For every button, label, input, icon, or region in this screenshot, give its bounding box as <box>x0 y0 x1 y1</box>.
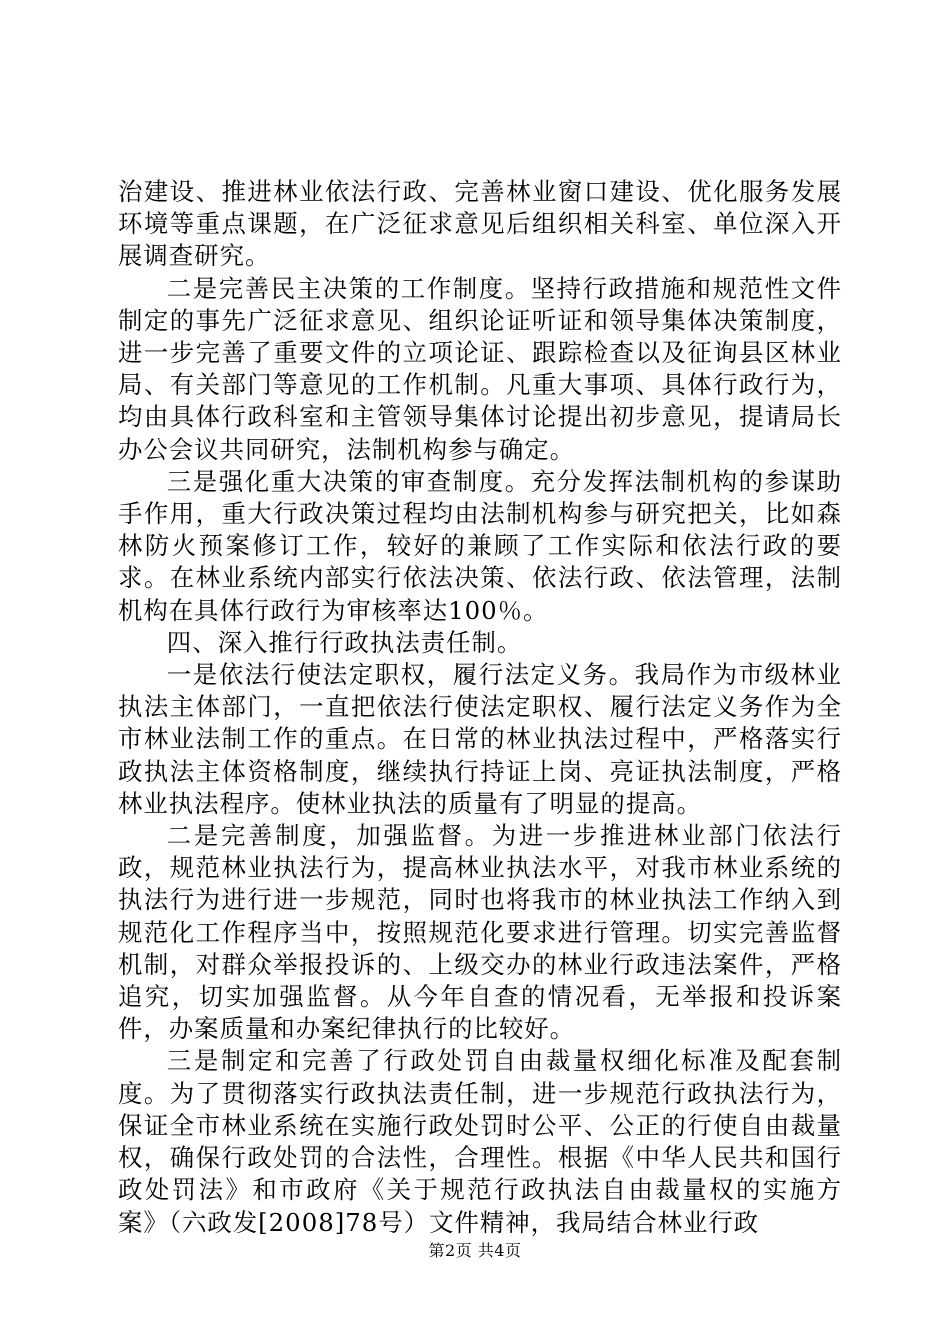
body-paragraph-decision-review: 三是强化重大决策的审查制度。充分发挥法制机构的参谋助手作用，重大行政决策过程均由法制机构参与研究把关，比如森林防火预案修订工作，较好的兼顾了工作实际和依法行政的要求。在林业系统内部实行依法决策、依法行政、依法管理，法制机构在具体行政行为审核率达100％。 <box>118 466 842 625</box>
body-paragraph-statutory-duties: 一是依法行使法定职权，履行法定义务。我局作为市级林业执法主体部门，一直把依法行使法定职权、履行法定义务作为全市林业法制工作的重点。在日常的林业执法过程中，严格落实行政执法主体资格制度，继续执行持证上岗、亮证执法制度，严格林业执法程序。使林业执法的质量有了明显的提高。 <box>118 660 842 818</box>
section-heading-enforcement-responsibility: 四、深入推行行政执法责任制。 <box>166 627 523 657</box>
page-number-indicator: 第2页 共4页 <box>428 1241 522 1260</box>
document-body <box>118 176 842 1239</box>
body-paragraph-democratic-decision: 二是完善民主决策的工作制度。坚持行政措施和规范性文件制定的事先广泛征求意见、组织论证听证和领导集体决策制度，进一步完善了重要文件的立项论证、跟踪检查以及征询县区林业局、有关部门等意见的工作机制。凡重大事项、具体行政行为，均由具体行政科室和主管领导集体讨论提出初步意见，提请局长办公会议共同研究，法制机构参与确定。 <box>118 273 842 464</box>
page-footer <box>0 1238 950 1261</box>
body-paragraph-supervision: 二是完善制度，加强监督。为进一步推进林业部门依法行政，规范林业执法行为，提高林业执法水平，对我市林业系统的执法行为进行进一步规范，同时也将我市的林业执法工作纳入到规范化工作程序当中，按照规范化要求进行管理。切实完善监督机制，对群众举报投诉的、上级交办的林业行政违法案件，严格追究，切实加强监督。从今年自查的情况看，无举报和投诉案件，办案质量和办案纪律执行的比较好。 <box>118 821 842 1044</box>
body-paragraph-continuation: 治建设、推进林业依法行政、完善林业窗口建设、优化服务发展环境等重点课题，在广泛征求意见后组织相关科室、单位深入开展调查研究。 <box>118 177 842 271</box>
body-paragraph-discretion-standards: 三是制定和完善了行政处罚自由裁量权细化标准及配套制度。为了贯彻落实行政执法责任制，进一步规范行政执法行为，保证全市林业系统在实施行政处罚时公平、公正的行使自由裁量权，确保行政处罚的合法性，合理性。根据《中华人民共和国行政处罚法》和市政府《关于规范行政执法自由裁量权的实施方案》（六政发[2008]78号）文件精神，我局结合林业行政 <box>118 1046 842 1237</box>
